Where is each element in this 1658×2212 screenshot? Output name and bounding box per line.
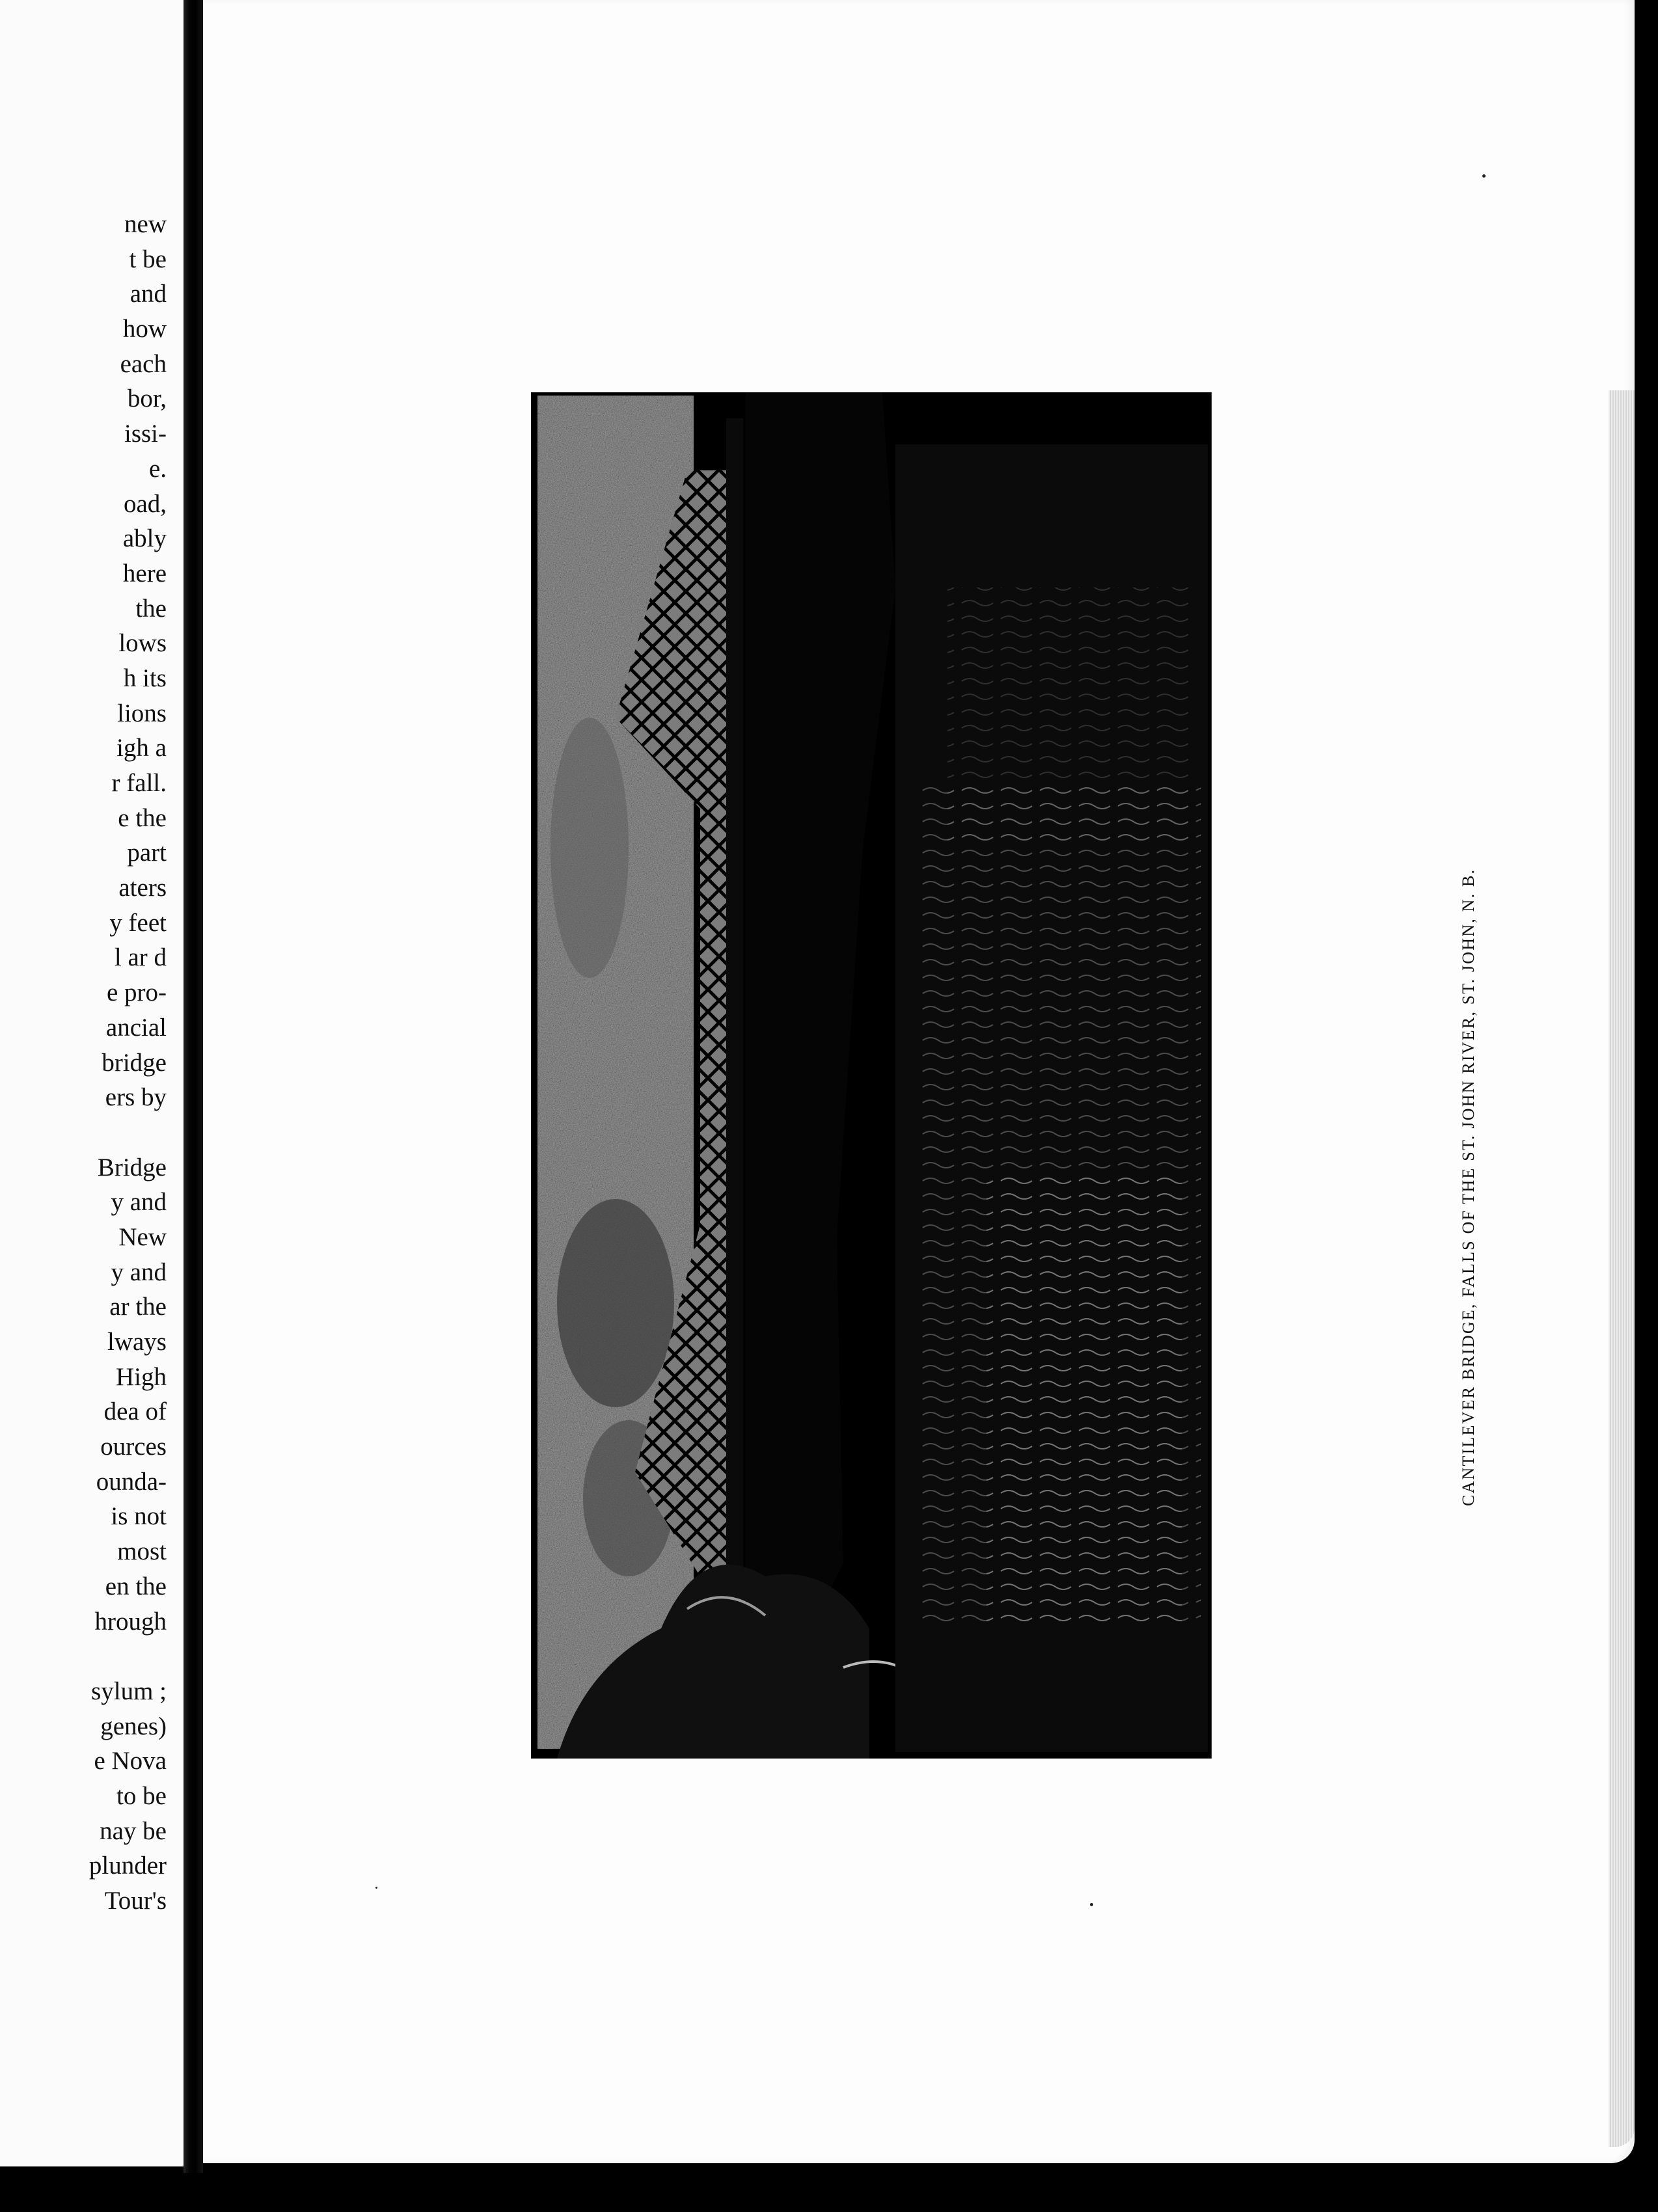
left-page-line: e the (118, 803, 167, 832)
left-page-line: is not (111, 1502, 167, 1531)
left-page-text-column (0, 207, 167, 1919)
left-page-line: most (117, 1537, 167, 1566)
left-page-line: aters (118, 874, 167, 902)
left-page-line: lions (117, 699, 167, 727)
left-page-line: hrough (94, 1607, 167, 1636)
left-page-line: new (124, 210, 167, 238)
left-page-line: h its (123, 664, 167, 692)
left-page-line: nay be (100, 1816, 167, 1845)
left-page-line: igh a (116, 734, 167, 762)
left-page-line: plunder (88, 1852, 167, 1880)
left-page-line: Tour's (104, 1887, 167, 1915)
left-page-line: bridge (102, 1048, 167, 1077)
left-page-line: r fall. (111, 769, 167, 797)
left-page-line: e. (148, 454, 167, 483)
left-page-line: the (135, 594, 167, 623)
left-page-line: ounda- (96, 1467, 167, 1496)
book-gutter (183, 0, 203, 2173)
left-page-line: to be (116, 1781, 167, 1810)
left-page-line: how (122, 315, 167, 344)
left-page-line: ancial (105, 1013, 167, 1042)
left-page-line: ar the (109, 1293, 167, 1321)
left-page-line: High (116, 1362, 167, 1391)
left-page-line: y and (111, 1258, 167, 1286)
left-page-line: dea of (103, 1397, 167, 1426)
left-page-line: part (127, 839, 167, 867)
left-page-line: Bridge (97, 1153, 167, 1181)
left-page-line: y feet (109, 908, 167, 937)
left-page-line: t be (129, 245, 167, 273)
left-page-line: oad, (123, 489, 167, 518)
right-page (203, 0, 1635, 2163)
left-page-line: lways (107, 1328, 167, 1356)
left-page-line: sylum ; (91, 1677, 167, 1705)
left-page-line: genes) (100, 1712, 167, 1740)
left-page-line: ources (100, 1433, 167, 1461)
page-speck (1482, 174, 1486, 178)
left-page-line: and (129, 280, 167, 308)
left-page-line: e pro- (106, 978, 167, 1007)
bridge-deck (726, 418, 743, 1628)
left-page-line: en the (105, 1572, 167, 1600)
left-page-line: New (118, 1222, 167, 1251)
page-speck (1090, 1903, 1093, 1906)
page-edge-stack (1609, 390, 1635, 2147)
left-facing-page (0, 0, 183, 2166)
left-page-line (0, 1115, 167, 1150)
left-page-line: bor, (127, 384, 167, 413)
left-page-line: issi- (124, 420, 167, 448)
cantilever-bridge-engraving (531, 392, 1212, 1759)
left-page-line: ers by (105, 1083, 167, 1112)
left-page-line: each (120, 349, 167, 378)
left-page-line (0, 1639, 167, 1674)
left-page-line: e Nova (94, 1747, 167, 1775)
left-page-line: y and (111, 1188, 167, 1217)
left-page-line: ably (122, 524, 167, 553)
left-page-line: here (122, 559, 167, 587)
engraving-plate (531, 392, 1212, 1759)
left-page-line: lows (118, 629, 167, 658)
page-speck (375, 1887, 377, 1889)
plate-caption: CANTILEVER BRIDGE, FALLS OF THE ST. JOHN RIVER, ST. JOHN, N. B. (1459, 868, 1478, 1506)
left-page-line: l ar d (114, 943, 167, 972)
